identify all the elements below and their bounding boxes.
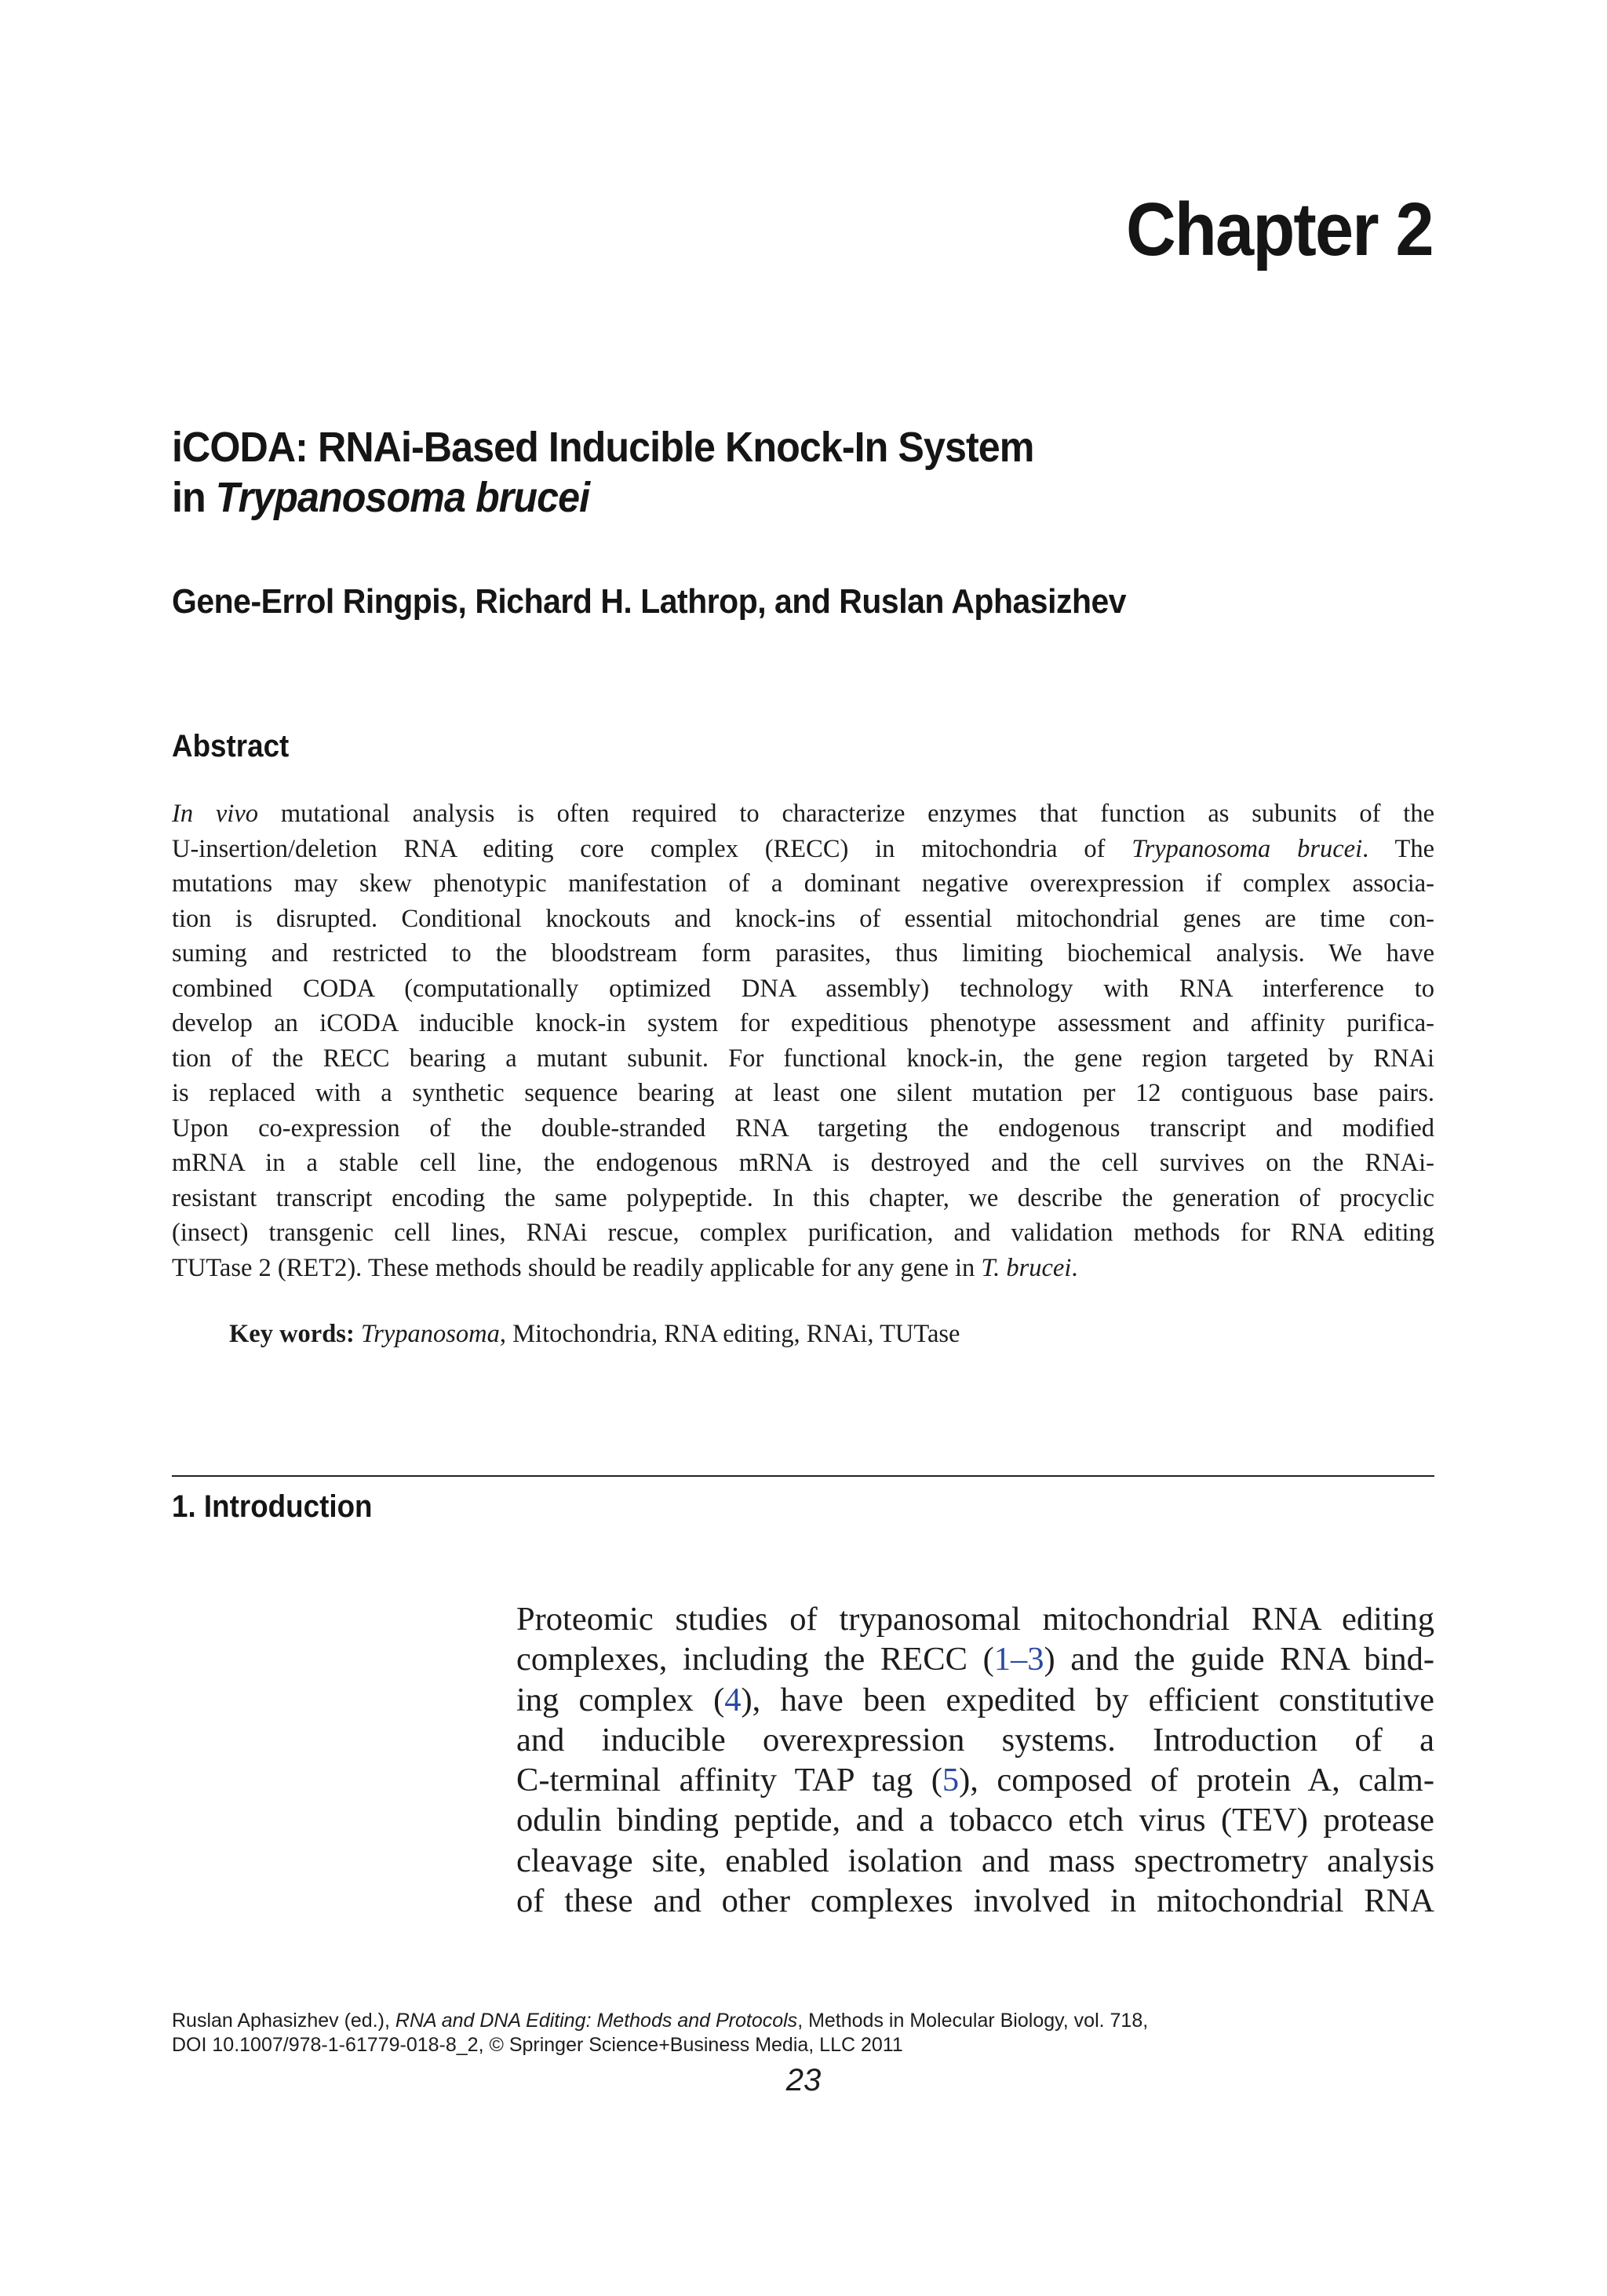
text-run: mutational analysis is often required to characterize enzymes that function as subunits of the — [258, 800, 1435, 828]
text-line — [172, 1251, 1434, 1286]
text-run: , Methods in Molecular Biology, vol. 718, — [797, 2010, 1149, 2032]
text-run: ), have been expedited by efficient constitutive — [741, 1681, 1434, 1718]
text-run: ing complex ( — [516, 1681, 725, 1718]
text-run: . — [1071, 1253, 1078, 1282]
text-line — [172, 1076, 1434, 1111]
text-run: odulin binding peptide, and a tobacco etch virus (TEV) protease — [516, 1802, 1434, 1839]
text-run: complexes, including the RECC ( — [516, 1641, 994, 1678]
footer-citation-line-1 — [172, 2009, 1459, 2033]
footer-citation — [172, 2009, 1459, 2057]
introduction-body — [516, 1599, 1434, 1921]
text-line — [516, 1720, 1434, 1760]
text-line — [172, 832, 1434, 867]
text-run: of these and other complexes involved in mitochondrial RNA — [516, 1882, 1434, 1920]
text-run: cleavage site, enabled isolation and mass spectrometry analysis — [516, 1842, 1434, 1879]
page-number: 23 — [785, 2063, 822, 2097]
text-line — [172, 1181, 1434, 1216]
text-line — [516, 1800, 1434, 1840]
reference-link[interactable]: 1–3 — [993, 1641, 1044, 1678]
text-run: C-terminal affinity TAP tag ( — [516, 1762, 942, 1799]
text-run: combined CODA (computationally optimized DNA assembly) technology with RNA interference to — [172, 974, 1434, 1003]
introduction-heading: 1. Introduction — [172, 1489, 373, 1524]
text-run: Ruslan Aphasizhev (ed.), — [172, 2010, 395, 2032]
text-run: mutations may skew phenotypic manifestation of a dominant negative overexpression if complex associa- — [172, 869, 1434, 898]
text-run: . The — [1362, 834, 1434, 863]
footer-citation-line-2: DOI 10.1007/978-1-61779-018-8_2, © Springer Science+Business Media, LLC 2011 — [172, 2034, 903, 2056]
author-list: Gene-Errol Ringpis, Richard H. Lathrop, and Ruslan Aphasizhev — [172, 582, 1127, 621]
text-run: and inducible overexpression systems. Introduction of a — [516, 1721, 1434, 1758]
text-run: resistant transcript encoding the same polypeptide. In this chapter, we describe the generation of procyclic — [172, 1183, 1434, 1212]
text-line — [172, 866, 1434, 902]
reference-link[interactable]: 4 — [724, 1681, 742, 1718]
keywords-list — [355, 1320, 960, 1348]
text-run: , Mitochondria, RNA editing, RNAi, TUTase — [499, 1320, 960, 1348]
text-run: develop an iCODA inducible knock-in system for expeditious phenotype assessment and affinity purifica- — [172, 1009, 1434, 1037]
text-line — [516, 1760, 1434, 1800]
chapter-label: Chapter 2 — [1126, 188, 1433, 272]
text-line — [516, 1599, 1434, 1639]
text-line — [172, 1111, 1434, 1146]
text-run: U-insertion/deletion RNA editing core complex (RECC) in mitochondria of — [172, 834, 1132, 863]
text-run — [355, 1320, 361, 1348]
italic-text: In vivo — [172, 800, 259, 828]
italic-text: T. brucei — [981, 1253, 1072, 1282]
abstract-heading: Abstract — [172, 729, 290, 764]
chapter-title-italic: Trypanosoma brucei — [215, 474, 590, 521]
reference-link[interactable]: 5 — [942, 1762, 960, 1799]
text-line — [516, 1841, 1434, 1881]
text-line — [172, 1146, 1434, 1181]
text-run: tion is disrupted. Conditional knockouts and knock-ins of essential mitochondrial genes are time con- — [172, 904, 1434, 933]
chapter-title — [172, 422, 1339, 523]
text-line — [172, 936, 1434, 971]
text-line — [516, 1680, 1434, 1720]
text-run: suming and restricted to the bloodstream form parasites, thus limiting biochemical analysis. We have — [172, 939, 1434, 968]
text-run: is replaced with a synthetic sequence bearing at least one silent mutation per 12 contiguous base pairs. — [172, 1079, 1434, 1107]
italic-text: RNA and DNA Editing: Methods and Protocols — [395, 2010, 798, 2032]
text-run: ), composed of protein A, calm- — [959, 1762, 1434, 1799]
keywords — [229, 1317, 1406, 1351]
text-line — [172, 1041, 1434, 1077]
text-run: mRNA in a stable cell line, the endogenous mRNA is destroyed and the cell survives on the RNAi- — [172, 1149, 1434, 1177]
chapter-title-prefix: in — [172, 474, 216, 521]
chapter-title-line-2 — [172, 472, 1339, 523]
abstract-body — [172, 796, 1434, 1285]
text-line — [172, 1215, 1434, 1251]
italic-text: Trypanosoma brucei — [1131, 834, 1363, 863]
text-run: TUTase 2 (RET2). These methods should be readily applicable for any gene in — [172, 1253, 982, 1282]
section-divider — [172, 1475, 1434, 1477]
text-line — [516, 1639, 1434, 1679]
text-line — [172, 902, 1434, 937]
text-line — [172, 1006, 1434, 1041]
italic-text: Trypanosoma — [360, 1320, 500, 1348]
text-line — [172, 971, 1434, 1007]
text-line — [172, 796, 1434, 832]
text-run: (insect) transgenic cell lines, RNAi rescue, complex purification, and validation methods for RNA editing — [172, 1219, 1434, 1247]
text-run: ) and the guide RNA bind- — [1044, 1641, 1435, 1678]
text-run: Proteomic studies of trypanosomal mitochondrial RNA editing — [516, 1601, 1434, 1638]
keywords-label: Key words: — [229, 1320, 355, 1348]
text-line — [516, 1881, 1434, 1921]
chapter-title-line-1: iCODA: RNAi-Based Inducible Knock-In System — [172, 424, 1034, 471]
text-run: tion of the RECC bearing a mutant subunit. For functional knock-in, the gene region targeted by RNAi — [172, 1044, 1434, 1073]
text-run: Upon co-expression of the double-stranded RNA targeting the endogenous transcript and modified — [172, 1113, 1434, 1143]
